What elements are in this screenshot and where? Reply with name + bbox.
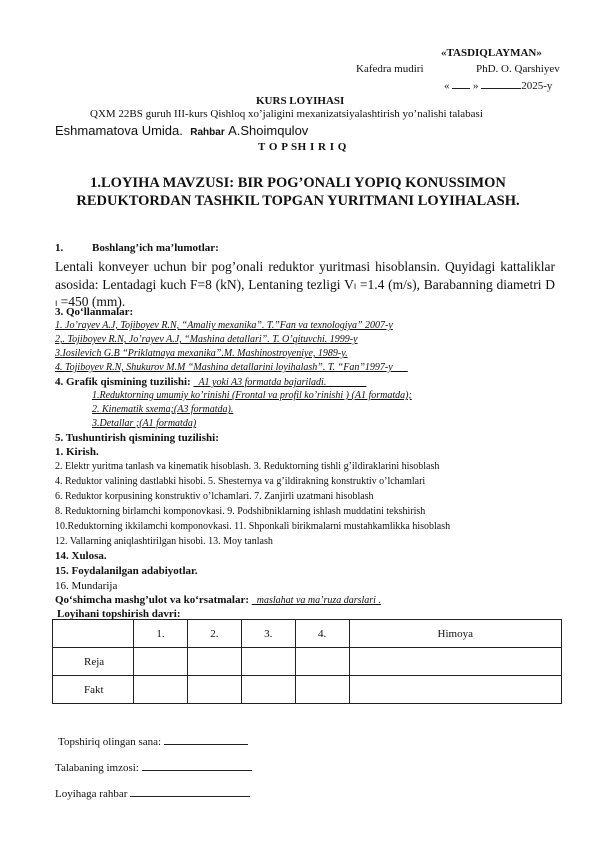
date-month-blank [481, 88, 521, 89]
table-header-row [53, 620, 562, 648]
explanatory-item: 4. Reduktor valining dastlabki hisobi. 5. Shesternya va g’ildirakning konstruktiv o’lchamlari [55, 476, 426, 487]
table-row-label: Fakt [53, 676, 134, 704]
graphics-format-note: _A1 yoki A3 formatda bajariladi.________ [193, 377, 367, 388]
table-cell [295, 676, 349, 704]
table-cell [241, 648, 295, 676]
table-header-cell: 1. [134, 620, 188, 648]
explanatory-item: 1. Kirish. [55, 446, 99, 458]
explanatory-item: 6. Reduktor korpusining konstruktiv o’lchamlari. 7. Zanjirli uzatmani hisoblash [55, 491, 374, 502]
received-date-blank [164, 744, 248, 745]
explanatory-item: 2. Elektr yuritma tanlash va kinematik hisoblash. 3. Reduktorning tishli g’ildiraklarini hisoblash [55, 461, 440, 472]
date-year: 2025-y [521, 80, 553, 92]
table-header-cell: Himoya [349, 620, 561, 648]
table-cell [349, 648, 561, 676]
supervisor-signature-blank [130, 796, 250, 797]
explanatory-item: 10.Reduktorning ikkilamchi komponovkasi. 11. Shponkali birikmalarni mustahkamlikka hisoblash [55, 521, 451, 532]
consultations-line [55, 594, 381, 606]
table-header-cell: 2. [187, 620, 241, 648]
table-header-cell: 4. [295, 620, 349, 648]
supervisor-label: Rahbar [190, 127, 225, 138]
explanatory-item: 14. Xulosa. [55, 550, 107, 562]
literature-item: 3.Iosilevich G.B “Priklatnaya mexanika”.M. Mashinostroyeniye, 1989-y. [55, 348, 348, 359]
table-header-cell: 3. [241, 620, 295, 648]
supervisor-signature-label: Loyihaga rahbar [55, 788, 128, 800]
student-signature-label: Talabaning imzosi: [55, 762, 139, 774]
consultations-label: Qo‘shimcha mashg’ulot va ko‘rsatmalar: [55, 594, 250, 606]
table-cell [295, 648, 349, 676]
graphics-item: 2. Kinematik sxema;(A3 formatda). [92, 404, 234, 415]
date-close-quote: » [473, 80, 479, 92]
initial-data-number: 1. [55, 242, 64, 254]
student-name: Eshmamatova Umida. [55, 123, 183, 138]
table-cell [187, 648, 241, 676]
graphics-heading: 4. Grafik qismining tuzilishi: [55, 376, 191, 388]
explanatory-item: 8. Reduktorning birlamchi komponovkasi. 9. Podshibniklarning ishlash muddatini tekshirish [55, 506, 426, 517]
document-type: KURS LOYIHASI [256, 95, 345, 107]
table-cell [187, 676, 241, 704]
explanatory-item: 12. Vallarning aniqlashtirilgan hisobi. 13. Moy tanlash [55, 536, 273, 547]
initial-data-text: Lentali konveyer uchun bir pog’onali reduktor yuritmasi hisoblansin. Quyidagi kattaliklar asosida: Lentadagi kuch F=8 (kN), Lentaning tezligi Vₗ =1.4 (m/s), Barabanning diametri D ₗ =450 (mm). [55, 259, 555, 309]
supervisor-signature-line [55, 788, 250, 800]
schedule-heading: Loyihani topshirish davri: [57, 608, 181, 620]
approval-date [444, 80, 552, 92]
initial-data-heading: Boshlang’ich ma’lumotlar: [92, 242, 219, 254]
table-cell [241, 676, 295, 704]
table-cell [349, 676, 561, 704]
graphics-heading-line [55, 376, 366, 388]
table-cell [134, 648, 188, 676]
student-signature-line [55, 762, 252, 774]
topic-line-2: REDUKTORDAN TASHKIL TOPGAN YURITMANI LOYIHALASH. [76, 193, 520, 209]
date-day-blank [452, 88, 470, 89]
literature-item: 2,. Tojiboyev R.N, Jo’rayev A.J, “Mashina detallari”. T. O’qituvchi. 1999-y [55, 334, 358, 345]
consultations-value: _maslahat va ma’ruza darslari . [251, 595, 381, 606]
literature-item: 4. Tojiboyev R.N, Shukurov M.M “Mashina detallarini loyihalash”. T. “Fan”1997-y___ [55, 362, 408, 373]
explanatory-heading: 5. Tushuntirish qismining tuzilishi: [55, 432, 219, 444]
explanatory-item: 15. Foydalanilgan adabiyotlar. [55, 565, 198, 577]
table-row [53, 676, 562, 704]
explanatory-item: 16. Mundarija [55, 580, 118, 592]
received-date-label: Topshiriq olingan sana: [58, 736, 162, 748]
graphics-item: 3.Detallar ;(A1 formatda) [92, 418, 197, 429]
schedule-table [52, 619, 562, 704]
assignment-title: T O P SH I R I Q [258, 141, 347, 153]
student-signature-blank [142, 770, 252, 771]
student-supervisor-line [55, 123, 308, 139]
table-row [53, 648, 562, 676]
group-line: QXM 22BS guruh III-kurs Qishloq xo’jaligini mexanizatsiyalashtirish yo’nalishi talabasi [90, 108, 483, 120]
department-head-name: PhD. O. Qarshiyev [476, 63, 560, 75]
department-head-label: Kafedra mudiri [356, 63, 424, 75]
graphics-item: 1.Reduktorning umumiy ko’rinishi (Frontal va profil ko’rinishi ) (A1 formatda); [92, 390, 412, 401]
topic-line-1: 1.LOYIHA MAVZUSI: BIR POG’ONALI YOPIQ KONUSSIMON [90, 175, 506, 191]
approval-title: «TASDIQLAYMAN» [441, 47, 542, 59]
literature-item: 1. Jo’rayev A.J, Tojiboyev R.N, “Amaliy mexanika”. T.”Fan va texnologiya” 2007-y [55, 320, 393, 331]
supervisor-name: A.Shoimqulov [228, 123, 309, 138]
table-cell [53, 620, 134, 648]
table-row-label: Reja [53, 648, 134, 676]
received-date-line [58, 736, 248, 748]
table-cell [134, 676, 188, 704]
literature-heading: 3. Qo‘llanmalar: [55, 306, 134, 318]
date-open-quote: « [444, 80, 450, 92]
